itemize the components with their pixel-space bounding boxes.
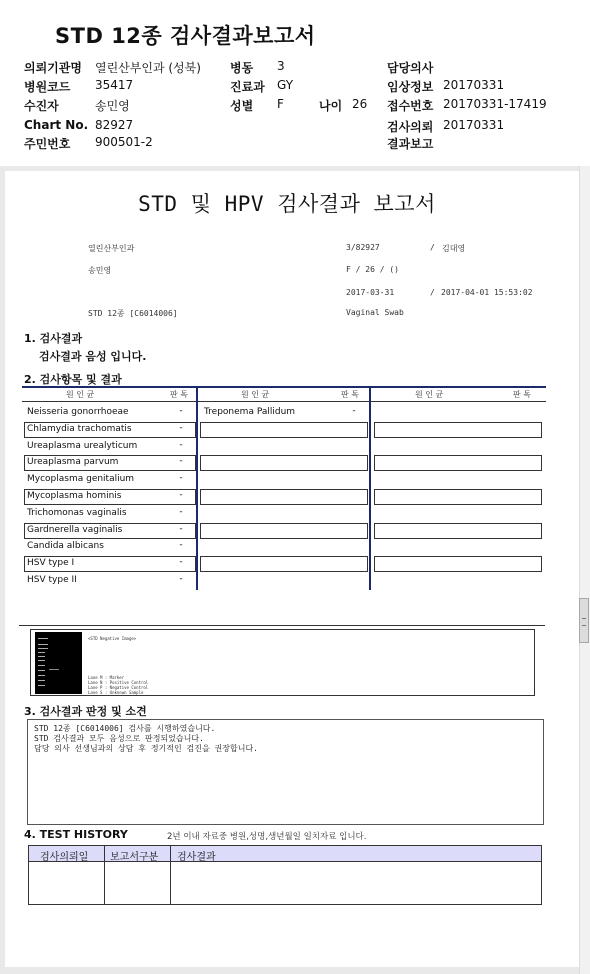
grid-empty-cell xyxy=(200,422,368,438)
header-title: STD 12종 검사결과보고서 xyxy=(55,24,316,48)
history-note: 2년 이내 자료중 병원,성명,생년월일 일치자료 입니다. xyxy=(167,832,367,842)
gel-band xyxy=(38,665,45,666)
report-chart-doctor: 3/82927 xyxy=(346,243,380,252)
grid-empty-cell xyxy=(374,523,542,539)
gel-band xyxy=(38,648,48,649)
grid-divider-2 xyxy=(369,386,371,590)
grid-divider-1 xyxy=(196,386,198,590)
grid-header-rule xyxy=(22,401,546,402)
dept-value: GY xyxy=(277,78,294,92)
clinical-label: 임상정보 xyxy=(387,80,434,94)
pathogen-name: HSV type I xyxy=(27,558,75,568)
grid-empty-cell xyxy=(374,422,542,438)
gel-legend-4: Lane S : Unknown Sample xyxy=(88,690,144,695)
pathogen-result: - xyxy=(179,490,183,500)
gel-electrophoresis-image xyxy=(35,632,82,694)
section-history-heading: 4. TEST HISTORY xyxy=(24,828,128,841)
grid-col3-judge-header: 판 독 xyxy=(513,390,531,399)
pathogen-name: Treponema Pallidum xyxy=(204,407,296,417)
report-date-report: 2017-04-01 15:53:02 xyxy=(441,288,533,297)
pathogen-name: Mycoplasma hominis xyxy=(27,491,122,501)
pathogen-name: Candida albicans xyxy=(27,541,104,551)
grid-col2-judge-header: 판 독 xyxy=(341,390,359,399)
grid-col1-judge-header: 판 독 xyxy=(170,390,188,399)
gel-legend-1: Lane M : Marker xyxy=(88,675,125,680)
opinion-line-2: STD 검사결과 모두 음성으로 판정되었습니다. xyxy=(34,734,204,743)
request-value: 20170331 xyxy=(443,118,505,132)
pathogen-result: - xyxy=(179,557,183,567)
pathogen-name: Trichomonas vaginalis xyxy=(27,508,127,518)
gel-band xyxy=(38,652,45,653)
pathogen-result: - xyxy=(179,456,183,466)
pathogen-name: Chlamydia trachomatis xyxy=(27,424,132,434)
sex-label: 성별 xyxy=(230,99,254,113)
receipt-label: 접수번호 xyxy=(387,99,434,113)
pathogen-name: HSV type II xyxy=(27,575,77,585)
grid-col1-header: 원 인 균 xyxy=(66,390,95,399)
report-date-collect: 2017-03-31 xyxy=(346,288,395,297)
grid-empty-cell xyxy=(374,556,542,572)
age-value: 26 xyxy=(352,97,368,111)
chart-value: 82927 xyxy=(95,118,134,132)
pathogen-result: - xyxy=(179,507,183,517)
pathogen-result: - xyxy=(179,574,183,584)
grid-empty-cell xyxy=(200,455,368,471)
pathogen-result: - xyxy=(179,406,183,416)
gel-caption: <STD Negative Image> xyxy=(88,636,137,641)
history-header-result: 검사결과 xyxy=(177,852,216,863)
chart-label: Chart No. xyxy=(24,118,89,132)
grid-empty-cell xyxy=(374,489,542,505)
results-summary: 검사결과 음성 입니다. xyxy=(39,350,147,363)
request-label: 검사의뢰 xyxy=(387,120,434,134)
pathogen-name: Ureaplasma urealyticum xyxy=(27,441,138,451)
pathogen-result: - xyxy=(179,540,183,550)
institution-label: 의뢰기관명 xyxy=(24,61,82,75)
age-label: 나이 xyxy=(319,99,343,113)
pathogen-result: - xyxy=(179,440,183,450)
report-label: 결과보고 xyxy=(387,137,434,151)
ward-label: 병동 xyxy=(230,61,254,75)
gel-band xyxy=(49,669,59,670)
report-specimen: Vaginal Swab xyxy=(346,308,404,317)
grid-empty-cell xyxy=(200,489,368,505)
patient-label: 수진자 xyxy=(24,99,59,113)
gel-band xyxy=(38,675,45,676)
grid-top-rule xyxy=(22,386,546,388)
grid-col3-header: 원 인 균 xyxy=(415,390,444,399)
id-label: 주민번호 xyxy=(24,137,71,151)
opinion-line-3: 담당 의사 선생님과의 상담 후 정기적인 검진을 권장합니다. xyxy=(34,744,259,753)
pathogen-result: - xyxy=(179,524,183,534)
grid-empty-cell xyxy=(200,556,368,572)
gel-band xyxy=(38,670,45,671)
patient-value: 송민영 xyxy=(95,99,130,113)
vertical-scrollbar[interactable] xyxy=(579,166,590,974)
report-test-name: STD 12종 [C6014006] xyxy=(88,309,178,318)
report-sex-age: F / 26 / () xyxy=(346,265,399,274)
grid-col2-header: 원 인 균 xyxy=(241,390,270,399)
opinion-line-1: STD 12종 [C6014006] 검사를 시행하였습니다. xyxy=(34,724,216,733)
report-patient: 송민영 xyxy=(88,266,112,275)
receipt-value: 20170331-17419 xyxy=(443,97,547,111)
hospital-code-label: 병원코드 xyxy=(24,80,71,94)
grid-empty-cell xyxy=(374,455,542,471)
ward-value: 3 xyxy=(277,59,285,73)
pathogen-result: - xyxy=(352,406,356,416)
clinical-value: 20170331 xyxy=(443,78,505,92)
scrollbar-thumb[interactable] xyxy=(579,598,589,643)
gel-band xyxy=(38,680,45,681)
report-institution: 열린산부인과 xyxy=(88,244,135,253)
pathogen-name: Neisseria gonorrhoeae xyxy=(27,407,129,417)
gel-legend-2: Lane N : Positive Control xyxy=(88,680,149,685)
report-header xyxy=(0,0,590,166)
pathogen-result: - xyxy=(179,473,183,483)
sex-value: F xyxy=(277,97,284,111)
section-opinion-heading: 3. 검사결과 판정 및 소견 xyxy=(24,705,147,718)
id-value: 900501-2 xyxy=(95,135,153,149)
gel-band xyxy=(38,644,48,645)
gel-legend-3: Lane P : Negative Control xyxy=(88,685,149,690)
doctor-label: 담당의사 xyxy=(387,61,434,75)
opinion-box xyxy=(27,719,544,825)
gel-band xyxy=(38,638,48,639)
report-title: STD 및 HPV 검사결과 보고서 xyxy=(138,192,436,216)
history-table xyxy=(28,845,542,905)
history-header-type: 보고서구분 xyxy=(110,852,159,863)
pathogen-result: - xyxy=(179,423,183,433)
hospital-code-value: 35417 xyxy=(95,78,134,92)
pathogen-name: Ureaplasma parvum xyxy=(27,457,119,467)
institution-value: 열린산부인과 (성북) xyxy=(95,61,201,75)
pathogen-name: Mycoplasma genitalium xyxy=(27,474,135,484)
grid-empty-cell xyxy=(200,523,368,539)
gel-top-rule xyxy=(19,625,545,626)
gel-band xyxy=(38,685,45,686)
gel-band xyxy=(38,660,45,661)
report-doctor: 김대영 xyxy=(442,244,466,253)
report-doctor-sep: / xyxy=(430,243,435,252)
gel-band xyxy=(38,656,45,657)
section-results-heading: 1. 검사결과 xyxy=(24,332,83,345)
pathogen-name: Gardnerella vaginalis xyxy=(27,525,123,535)
history-header-date: 검사의뢰일 xyxy=(40,852,89,863)
report-date-sep: / xyxy=(430,288,435,297)
dept-label: 진료과 xyxy=(230,80,265,94)
section-items-heading: 2. 검사항목 및 결과 xyxy=(24,373,122,386)
